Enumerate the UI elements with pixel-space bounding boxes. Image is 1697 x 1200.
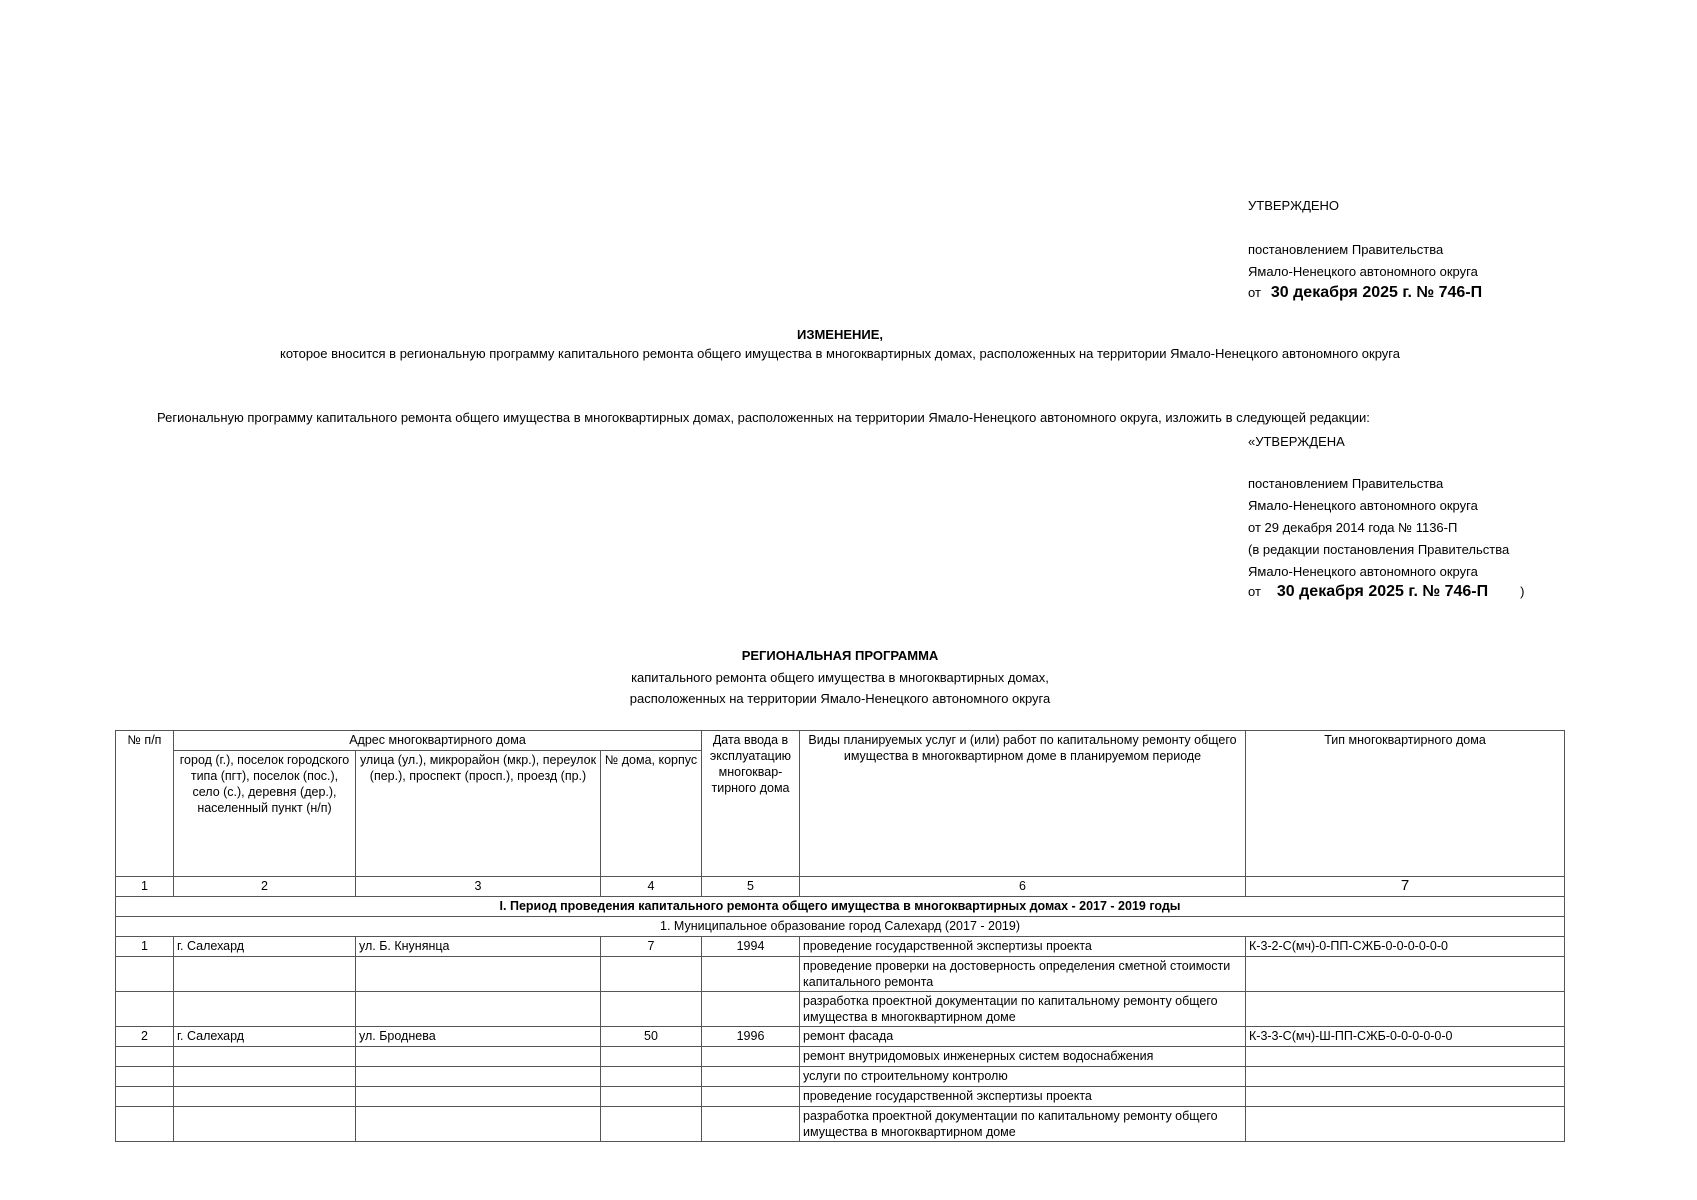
row-work: разработка проектной документации по капитальному ремонту общего имущества в многоквартирном доме	[800, 992, 1246, 1027]
column-number: 5	[702, 877, 800, 897]
row-year	[702, 992, 800, 1027]
row-house	[601, 1047, 702, 1067]
row-street	[356, 1047, 601, 1067]
row-num	[116, 1107, 174, 1142]
row-num	[116, 957, 174, 992]
change-title: ИЗМЕНЕНИЕ,	[796, 327, 884, 342]
row-city: г. Салехард	[174, 937, 356, 957]
row-work: ремонт фасада	[800, 1027, 1246, 1047]
row-house	[601, 1107, 702, 1142]
row-street: ул. Б. Кнунянца	[356, 937, 601, 957]
table-row	[116, 1047, 1565, 1067]
program-title: РЕГИОНАЛЬНАЯ ПРОГРАММА	[741, 648, 939, 663]
column-number: 4	[601, 877, 702, 897]
header-address: Адрес многоквартирного дома	[174, 731, 702, 751]
header-date: Дата ввода в эксплуатацию многоквар-тирного дома	[702, 731, 800, 877]
row-street	[356, 1087, 601, 1107]
municipality-title: 1. Муниципальное образование город Салехард (2017 - 2019)	[116, 917, 1565, 937]
row-type: К-3-2-С(мч)-0-ПП-СЖБ-0-0-0-0-0-0	[1246, 937, 1565, 957]
column-number: 7	[1246, 877, 1565, 897]
table-row	[116, 957, 1565, 992]
column-number: 2	[174, 877, 356, 897]
row-work: услуги по строительному контролю	[800, 1067, 1246, 1087]
row-num	[116, 992, 174, 1027]
row-street	[356, 1107, 601, 1142]
row-city: г. Салехард	[174, 1027, 356, 1047]
table-row	[116, 1067, 1565, 1087]
row-type	[1246, 957, 1565, 992]
approved2-title: «УТВЕРЖДЕНА	[1248, 434, 1345, 449]
program-table	[115, 730, 1565, 1142]
row-num: 2	[116, 1027, 174, 1047]
row-house: 7	[601, 937, 702, 957]
approved2-line-2: Ямало-Ненецкого автономного округа	[1248, 498, 1478, 513]
row-num	[116, 1067, 174, 1087]
row-house	[601, 1087, 702, 1107]
row-work: разработка проектной документации по капитальному ремонту общего имущества в многоквартирном доме	[800, 1107, 1246, 1142]
approved2-line-4: (в редакции постановления Правительства	[1248, 542, 1510, 557]
row-num	[116, 1087, 174, 1107]
approved2-from-label: от	[1248, 584, 1261, 599]
row-num	[116, 1047, 174, 1067]
row-city	[174, 1107, 356, 1142]
row-work: ремонт внутридомовых инженерных систем водоснабжения	[800, 1047, 1246, 1067]
column-number: 3	[356, 877, 601, 897]
column-numbers-row	[116, 877, 1565, 897]
row-house	[601, 957, 702, 992]
header-works: Виды планируемых услуг и (или) работ по капитальному ремонту общего имущества в многоквартирном доме в планируемом периоде	[800, 731, 1246, 877]
row-city	[174, 992, 356, 1027]
change-subtitle: которое вносится в региональную программу капитального ремонта общего имущества в многоквартирных домах, расположенных на территории Ямало-Ненецкого автономного округа	[280, 346, 1400, 361]
row-house: 50	[601, 1027, 702, 1047]
row-type	[1246, 1047, 1565, 1067]
approved-decree-number: 30 декабря 2025 г. № 746-П	[1270, 284, 1483, 301]
approved2-line-3: от 29 декабря 2014 года № 1136-П	[1248, 520, 1458, 535]
intro-text: Региональную программу капитального ремонта общего имущества в многоквартирных домах, расположенных на территории Ямало-Ненецкого автономного округа, изложить в следующей редакции:	[157, 410, 1370, 425]
row-street	[356, 1067, 601, 1087]
row-work: проведение государственной экспертизы проекта	[800, 937, 1246, 957]
table-row	[116, 937, 1565, 957]
header-street: улица (ул.), микрорайон (мкр.), переулок (пер.), проспект (просп.), проезд (пр.)	[356, 751, 601, 877]
column-number: 1	[116, 877, 174, 897]
header-type: Тип многоквартирного дома	[1246, 731, 1565, 877]
approved-line-1: постановлением Правительства	[1248, 242, 1444, 257]
approved-title: УТВЕРЖДЕНО	[1248, 198, 1340, 213]
row-type	[1246, 1087, 1565, 1107]
row-city	[174, 957, 356, 992]
row-type: К-3-3-С(мч)-Ш-ПП-СЖБ-0-0-0-0-0-0	[1246, 1027, 1565, 1047]
row-year	[702, 957, 800, 992]
row-city	[174, 1067, 356, 1087]
row-year	[702, 1047, 800, 1067]
header-house: № дома, корпус	[601, 751, 702, 877]
program-line-2: расположенных на территории Ямало-Ненецкого автономного округа	[629, 691, 1051, 706]
row-house	[601, 992, 702, 1027]
row-work: проведение проверки на достоверность определения сметной стоимости капитального ремонта	[800, 957, 1246, 992]
section-title: I. Период проведения капитального ремонта общего имущества в многоквартирных домах - 2017 - 2019 годы	[116, 897, 1565, 917]
row-year	[702, 1087, 800, 1107]
approved2-close-paren: )	[1520, 584, 1525, 599]
row-num: 1	[116, 937, 174, 957]
row-street: ул. Броднева	[356, 1027, 601, 1047]
row-year	[702, 1107, 800, 1142]
row-city	[174, 1047, 356, 1067]
approved2-line-1: постановлением Правительства	[1248, 476, 1444, 491]
column-number: 6	[800, 877, 1246, 897]
row-type	[1246, 992, 1565, 1027]
approved2-line-5: Ямало-Ненецкого автономного округа	[1248, 564, 1478, 579]
row-work: проведение государственной экспертизы проекта	[800, 1087, 1246, 1107]
table-row	[116, 1027, 1565, 1047]
approved2-decree-line	[1248, 583, 1524, 601]
table-row	[116, 1107, 1565, 1142]
row-city	[174, 1087, 356, 1107]
table-row	[116, 992, 1565, 1027]
header-num: № п/п	[116, 731, 174, 877]
table-row	[116, 1087, 1565, 1107]
approved2-decree-number: 30 декабря 2025 г. № 746-П	[1276, 583, 1489, 600]
approved-from-label: от	[1248, 285, 1261, 300]
approved-line-2: Ямало-Ненецкого автономного округа	[1248, 264, 1478, 279]
row-type	[1246, 1107, 1565, 1142]
row-street	[356, 992, 601, 1027]
row-type	[1246, 1067, 1565, 1087]
row-year: 1996	[702, 1027, 800, 1047]
row-year: 1994	[702, 937, 800, 957]
program-line-1: капитального ремонта общего имущества в многоквартирных домах,	[631, 670, 1049, 685]
header-city: город (г.), поселок городского типа (пгт), поселок (пос.), село (с.), деревня (дер.), населенный пункт (н/п)	[174, 751, 356, 877]
approved-decree-line	[1248, 284, 1482, 302]
row-house	[601, 1067, 702, 1087]
row-year	[702, 1067, 800, 1087]
row-street	[356, 957, 601, 992]
